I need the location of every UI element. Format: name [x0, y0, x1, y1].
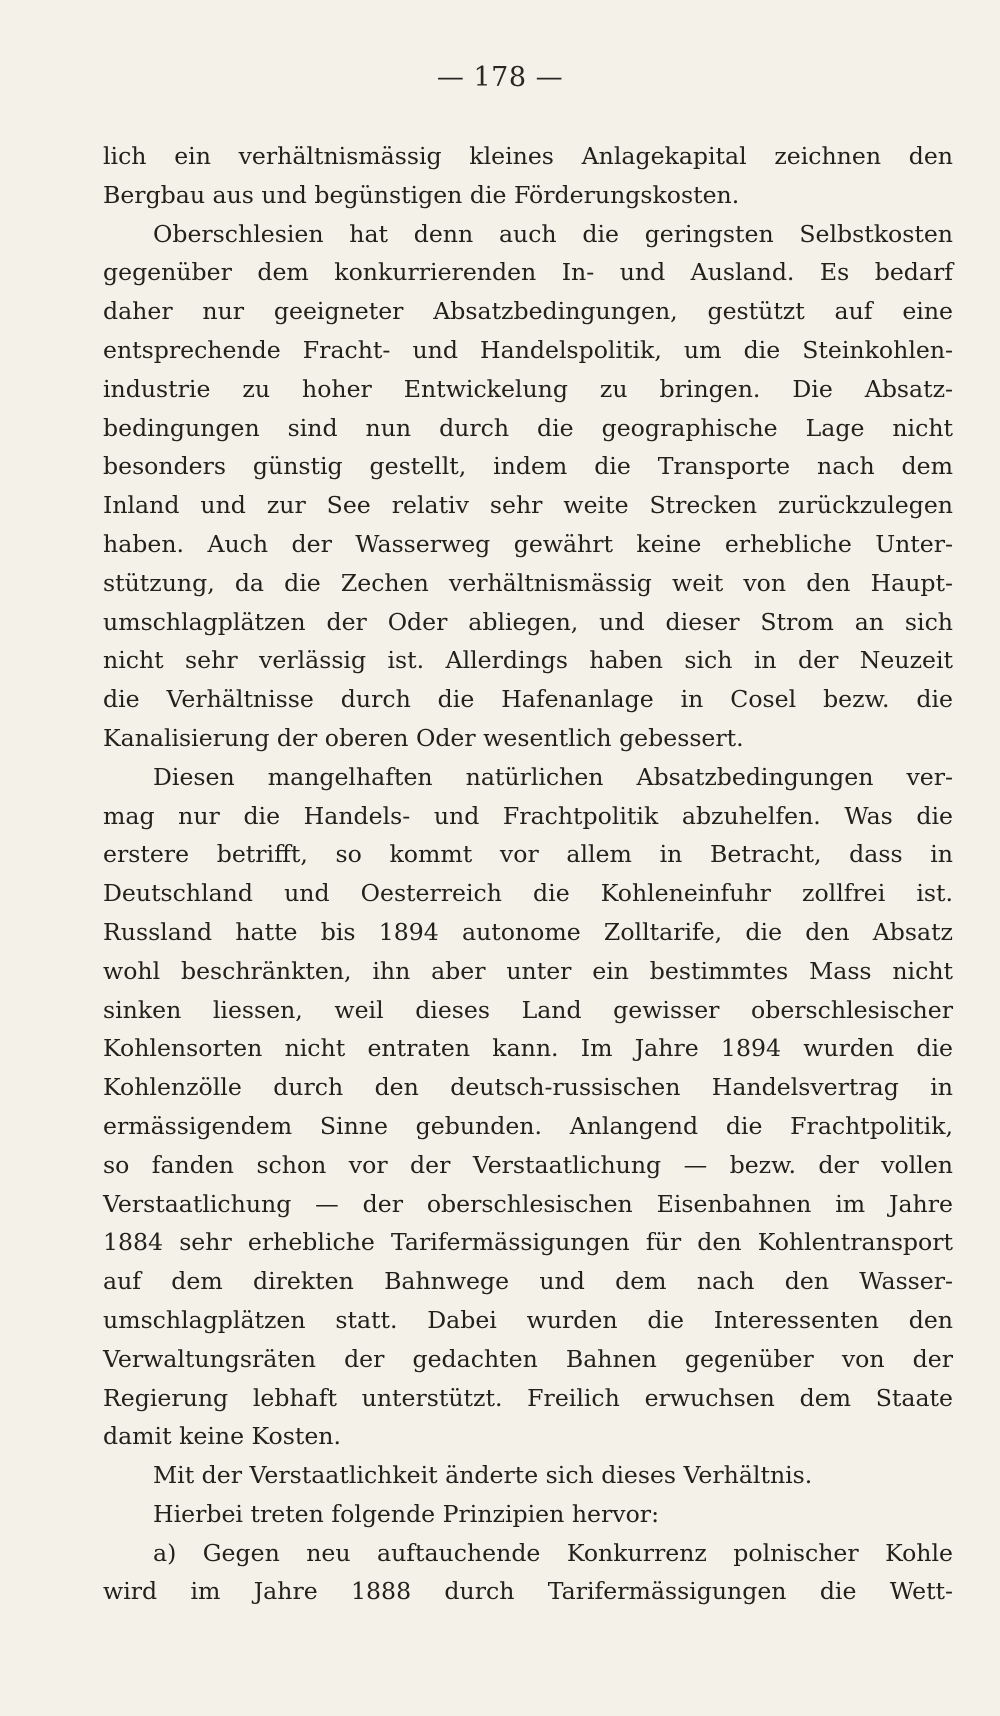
text-line: umschlagplätzen statt. Dabei wurden die Interessenten den [103, 1305, 953, 1334]
text-line: haben. Auch der Wasserweg gewährt keine erhebliche Unter- [103, 529, 953, 558]
text-line: mag nur die Handels- und Frachtpolitik abzuhelfen. Was die [103, 801, 953, 830]
text-line: ermässigendem Sinne gebunden. Anlangend die Frachtpolitik, [103, 1111, 953, 1140]
text-line: bedingungen sind nun durch die geographische Lage nicht [103, 413, 953, 442]
text-line: Verstaatlichung — der oberschlesischen Eisenbahnen im Jahre [103, 1189, 953, 1218]
text-line: so fanden schon vor der Verstaatlichung — bezw. der vollen [103, 1150, 953, 1179]
body-text [103, 137, 953, 1611]
text-line: Oberschlesien hat denn auch die geringsten Selbstkosten [153, 219, 953, 248]
text-line: daher nur geeigneter Absatzbedingungen, gestützt auf eine [103, 297, 953, 326]
text-line: Mit der Verstaatlichkeit änderte sich dieses Verhältnis. [153, 1461, 813, 1490]
text-line: umschlagplätzen der Oder abliegen, und dieser Strom an sich [103, 607, 953, 636]
text-line: Verwaltungsräten der gedachten Bahnen gegenüber von der [103, 1344, 953, 1373]
text-line: wird im Jahre 1888 durch Tarifermässigungen die Wett- [103, 1577, 953, 1606]
text-line: lich ein verhältnismässig kleines Anlagekapital zeichnen den [103, 142, 953, 170]
text-line: Diesen mangelhaften natürlichen Absatzbedingungen ver- [153, 762, 953, 791]
text-line: Bergbau aus und begünstigen die Förderungskosten. [103, 180, 740, 209]
text-line: auf dem direkten Bahnwege und dem nach den Wasser- [103, 1267, 953, 1296]
text-line: Inland und zur See relativ sehr weite Strecken zurückzulegen [103, 491, 953, 520]
text-line: stützung, da die Zechen verhältnismässig weit von den Haupt- [103, 568, 953, 597]
page-number: — 178 — [436, 62, 564, 93]
text-line: Deutschland und Oesterreich die Kohleneinfuhr zollfrei ist. [103, 879, 953, 908]
text-line: Hierbei treten folgende Prinzipien hervor: [153, 1499, 660, 1528]
text-line: entsprechende Fracht- und Handelspolitik, um die Steinkohlen- [103, 335, 953, 364]
text-line: gegenüber dem konkurrierenden In- und Ausland. Es bedarf [103, 258, 953, 287]
text-line: die Verhältnisse durch die Hafenanlage in Cosel bezw. die [103, 685, 953, 714]
text-line: Kanalisierung der oberen Oder wesentlich gebessert. [103, 723, 744, 752]
text-line: Russland hatte bis 1894 autonome Zolltarife, die den Absatz [103, 917, 953, 946]
text-line: industrie zu hoher Entwickelung zu bringen. Die Absatz- [103, 374, 953, 403]
text-line: sinken liessen, weil dieses Land gewisser oberschlesischer [103, 995, 953, 1024]
text-line: nicht sehr verlässig ist. Allerdings haben sich in der Neuzeit [103, 646, 953, 675]
text-line: erstere betrifft, so kommt vor allem in Betracht, dass in [103, 840, 953, 869]
text-line: wohl beschränkten, ihn aber unter ein bestimmtes Mass nicht [103, 956, 953, 985]
text-line: Kohlenzölle durch den deutsch-russischen Handelsvertrag in [103, 1073, 953, 1102]
text-line: Regierung lebhaft unterstützt. Freilich erwuchsen dem Staate [103, 1383, 953, 1412]
text-line: damit keine Kosten. [103, 1422, 341, 1451]
text-line: Kohlensorten nicht entraten kann. Im Jahre 1894 wurden die [103, 1034, 953, 1063]
text-line: a) Gegen neu auftauchende Konkurrenz polnischer Kohle [153, 1538, 953, 1567]
text-line: 1884 sehr erhebliche Tarifermässigungen für den Kohlentransport [103, 1228, 953, 1257]
text-line: besonders günstig gestellt, indem die Transporte nach dem [103, 452, 953, 481]
